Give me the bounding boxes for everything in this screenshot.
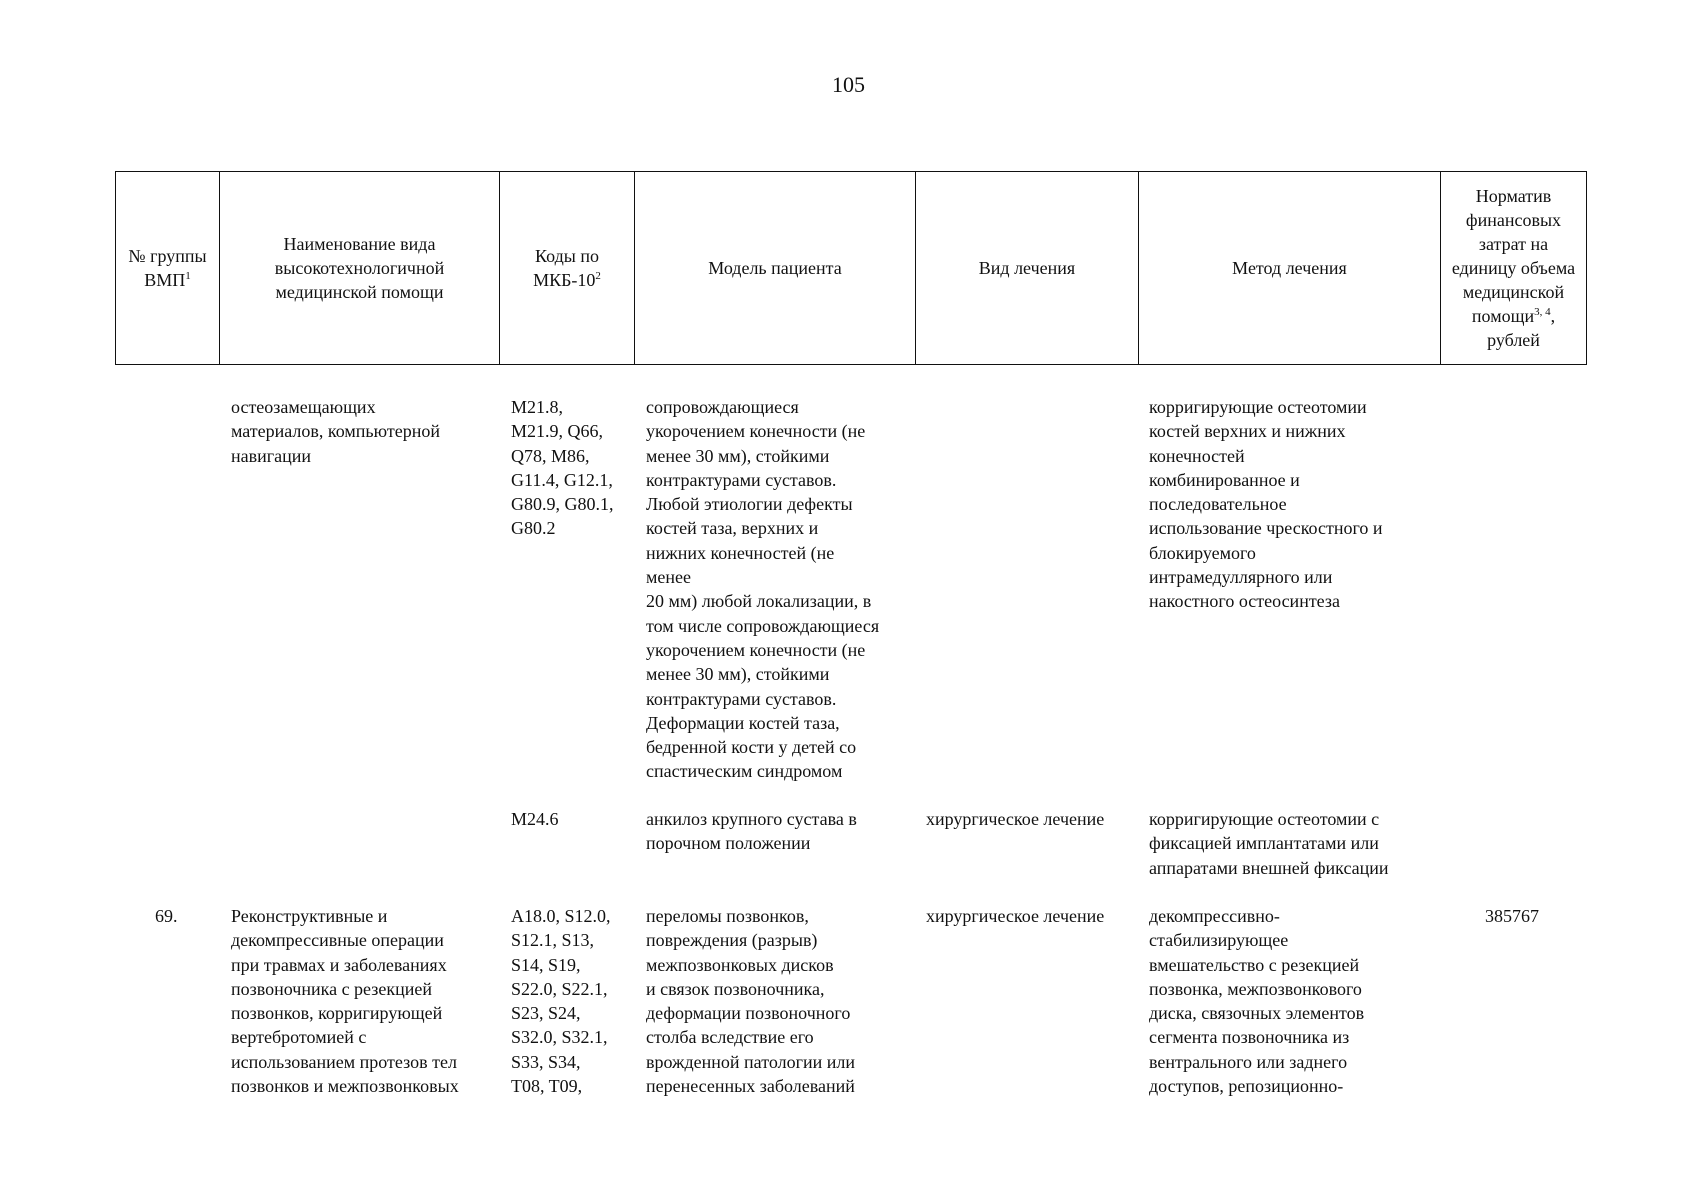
- row-codes-line: M21.9, Q66,: [511, 421, 604, 442]
- row-model-line: нижних конечностей (не: [646, 542, 835, 563]
- row-model-line: врожденной патологии или: [646, 1051, 855, 1072]
- header-group-no: № группы ВМП$^1$: [116, 172, 220, 365]
- row-method-line: конечностей: [1149, 445, 1245, 466]
- row-codes-line: M24.6: [511, 809, 559, 829]
- row-model-line: укорочением конечности (не: [646, 421, 866, 442]
- row-model-line: менее 30 мм), стойкими: [646, 664, 830, 685]
- header-model: Модель пациента: [635, 172, 916, 365]
- row-method-line: фиксацией имплантатами или: [1149, 833, 1379, 854]
- row-method-line: доступов, репозиционно-: [1149, 1076, 1344, 1097]
- row-method-line: использование чрескостного и: [1149, 518, 1383, 539]
- row-number: 69.: [155, 906, 178, 926]
- row-codes-line: T08, T09,: [511, 1076, 583, 1097]
- header-codes: Коды по МКБ-$10^2$: [500, 172, 635, 365]
- row-codes-line: S12.1, S13,: [511, 930, 595, 951]
- row-method-line: позвонка, межпозвонкового: [1149, 978, 1362, 999]
- row-method-line: комбинированное и: [1149, 469, 1300, 490]
- header-treatment-type: Вид лечения: [916, 172, 1139, 365]
- row-model-line: Деформации костей таза,: [646, 712, 840, 733]
- row-name-line: декомпрессивные операции: [231, 930, 444, 951]
- row-cost: 385767: [1485, 906, 1539, 926]
- row-method-line: сегмента позвоночника из: [1149, 1027, 1350, 1048]
- row-codes-line: S33, S34,: [511, 1051, 581, 1072]
- row-codes-line: S22.0, S22.1,: [511, 978, 608, 999]
- row-model-line: перенесенных заболеваний: [646, 1076, 855, 1097]
- row-model-line: бедренной кости у детей со: [646, 737, 857, 758]
- row-method-line: диска, связочных элементов: [1149, 1003, 1365, 1024]
- row-model-line: порочном положении: [646, 833, 811, 854]
- row-name: [231, 904, 459, 1098]
- header-name: Наименование вида высокотехнологичной медицинской помощи: [220, 172, 500, 365]
- row-method-line: стабилизирующее: [1149, 930, 1289, 951]
- row-codes-line: G80.2: [511, 518, 556, 539]
- row-method-line: последовательное: [1149, 494, 1287, 515]
- row-model-line: менее: [646, 567, 691, 588]
- row-treatment: [926, 807, 1104, 831]
- row-method-line: корригирующие остеотомии: [1149, 397, 1367, 417]
- row-model-line: деформации позвоночного: [646, 1003, 851, 1024]
- row-method-line: блокируемого: [1149, 542, 1256, 563]
- row-method: [1149, 395, 1383, 614]
- row-model-line: повреждения (разрыв): [646, 930, 818, 951]
- row-codes-line: G11.4, G12.1,: [511, 469, 613, 490]
- row-model-line: костей таза, верхних и: [646, 518, 819, 539]
- row-model-line: 20 мм) любой локализации, в: [646, 591, 872, 612]
- row-codes: [511, 807, 559, 831]
- row-model-line: столба вследствие его: [646, 1027, 814, 1048]
- row-model-line: переломы позвонков,: [646, 906, 809, 926]
- row-name-line: позвонков, корригирующей: [231, 1003, 443, 1024]
- row-name-line: использованием протезов тел: [231, 1051, 457, 1072]
- row-name-line: позвонков и межпозвонковых: [231, 1076, 459, 1097]
- row-model: [646, 904, 855, 1098]
- row-codes-line: A18.0, S12.0,: [511, 906, 611, 926]
- table-header: [115, 171, 1587, 365]
- row-model-line: контрактурами суставов.: [646, 469, 837, 490]
- header-cost: Норматив финансовых затрат на единицу объема медицинской помощи$^{3, 4}$, рублей: [1441, 172, 1587, 365]
- row-method-line: аппаратами внешней фиксации: [1149, 857, 1389, 878]
- row-method: [1149, 807, 1389, 880]
- row-model-line: контрактурами суставов.: [646, 688, 837, 709]
- row-name-line: позвоночника с резекцией: [231, 978, 432, 999]
- row-codes-line: S23, S24,: [511, 1003, 581, 1024]
- row-method-line: накостного остеосинтеза: [1149, 591, 1340, 612]
- row-codes-line: Q78, M86,: [511, 445, 590, 466]
- row-model-line: и связок позвоночника,: [646, 978, 825, 999]
- row-model-line: сопровождающиеся: [646, 397, 799, 417]
- row-name: [231, 395, 440, 468]
- row-codes-line: M21.8,: [511, 397, 564, 417]
- row-name-line: вертебротомией с: [231, 1027, 367, 1048]
- row-model-line: спастическим синдромом: [646, 761, 843, 782]
- row-model-line: том числе сопровождающиеся: [646, 615, 880, 636]
- row-method-line: вмешательство с резекцией: [1149, 954, 1360, 975]
- row-method-line: корригирующие остеотомии с: [1149, 809, 1380, 829]
- row-treatment-line: хирургическое лечение: [926, 906, 1105, 926]
- row-codes-line: S32.0, S32.1,: [511, 1027, 608, 1048]
- row-model-line: Любой этиологии дефекты: [646, 494, 853, 515]
- row-model-line: межпозвонковых дисков: [646, 954, 834, 975]
- row-name-line: остеозамещающих: [231, 397, 376, 417]
- row-codes-line: G80.9, G80.1,: [511, 494, 614, 515]
- row-model-line: анкилоз крупного сустава в: [646, 809, 857, 829]
- row-model-line: менее 30 мм), стойкими: [646, 445, 830, 466]
- row-method: [1149, 904, 1364, 1098]
- row-name-line: Реконструктивные и: [231, 906, 388, 926]
- row-name-line: при травмах и заболеваниях: [231, 954, 447, 975]
- row-codes: [511, 395, 614, 541]
- row-model: [646, 395, 879, 784]
- row-model-line: укорочением конечности (не: [646, 639, 866, 660]
- row-method-line: интрамедуллярного или: [1149, 567, 1333, 588]
- row-method-line: декомпрессивно-: [1149, 906, 1280, 926]
- header-method: Метод лечения: [1139, 172, 1441, 365]
- row-method-line: костей верхних и нижних: [1149, 421, 1346, 442]
- row-codes-line: S14, S19,: [511, 954, 581, 975]
- row-name-line: материалов, компьютерной: [231, 421, 440, 442]
- row-name-line: навигации: [231, 445, 312, 466]
- page-number: 105: [832, 72, 865, 97]
- row-codes: [511, 904, 611, 1098]
- row-treatment: [926, 904, 1104, 928]
- row-model: [646, 807, 857, 856]
- row-treatment-line: хирургическое лечение: [926, 809, 1105, 829]
- row-method-line: вентрального или заднего: [1149, 1051, 1348, 1072]
